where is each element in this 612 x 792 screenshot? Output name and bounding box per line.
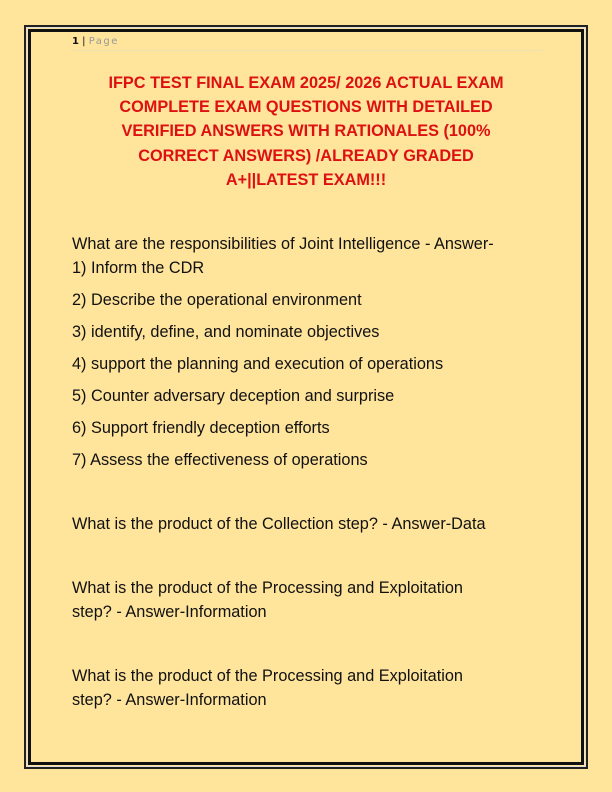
title-line: CORRECT ANSWERS) /ALREADY GRADED bbox=[138, 146, 474, 165]
qa-block bbox=[72, 232, 552, 472]
answer-item: 1) Inform the CDR bbox=[72, 259, 205, 277]
question-text: step? - Answer-Information bbox=[72, 603, 267, 621]
question-text: step? - Answer-Information bbox=[72, 691, 267, 709]
answer-item: 5) Counter adversary deception and surprise bbox=[72, 387, 395, 405]
page-header bbox=[72, 36, 542, 51]
page-separator: | bbox=[82, 36, 86, 47]
answer-item: 7) Assess the effectiveness of operations bbox=[72, 451, 368, 469]
title-line: VERIFIED ANSWERS WITH RATIONALES (100% bbox=[121, 122, 491, 141]
question-text: What is the product of the Processing and Exploitation bbox=[72, 667, 463, 685]
answer-item: 4) support the planning and execution of operations bbox=[72, 355, 444, 373]
title-line: IFPC TEST FINAL EXAM 2025/ 2026 ACTUAL EXAM bbox=[108, 74, 504, 92]
answer-item: 3) identify, define, and nominate objectives bbox=[72, 323, 380, 341]
qa-block bbox=[72, 664, 552, 712]
document-body bbox=[72, 232, 552, 712]
answer-item: 2) Describe the operational environment bbox=[72, 291, 362, 309]
question-text: What are the responsibilities of Joint Intelligence - Answer- bbox=[72, 235, 494, 253]
question-text: What is the product of the Processing and Exploitation bbox=[72, 579, 463, 597]
answer-item: 6) Support friendly deception efforts bbox=[72, 419, 330, 437]
page-number: 1 bbox=[72, 36, 79, 47]
question-text: What is the product of the Collection step? - Answer-Data bbox=[72, 515, 486, 533]
qa-block bbox=[72, 576, 552, 624]
qa-block bbox=[72, 512, 552, 536]
page-label: Page bbox=[88, 36, 119, 47]
title-line: COMPLETE EXAM QUESTIONS WITH DETAILED bbox=[119, 98, 493, 117]
title-line: A+||LATEST EXAM!!! bbox=[225, 170, 387, 189]
document-title bbox=[60, 71, 552, 192]
